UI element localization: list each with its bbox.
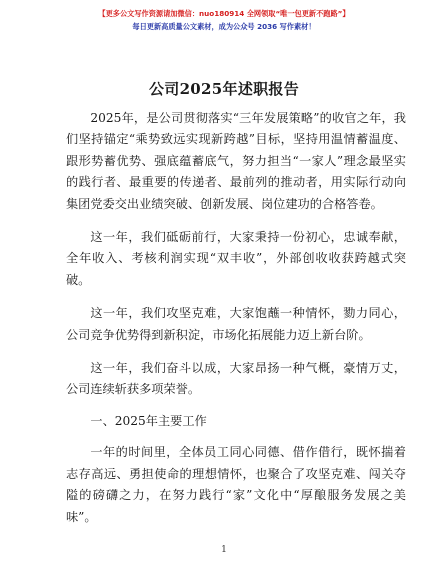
paragraph-year-review-3: 这一年，我们奋斗以成，大家昂扬一种气概，豪情万丈，公司连续斩获多项荣誉。: [66, 361, 406, 397]
paragraph-main-work: 一年的时间里，全体员工同心同德、借作借行，既怀揣着志存高远、勇担使命的理想情怀，也聚合了攻坚克难、闯关夺隘的磅礴之力，在努力践行“家”文化中“厚酿服务发展之美味”。: [66, 445, 406, 524]
paragraph-year-review-1: 这一年，我们砥砺前行，大家秉持一份初心，忠诚奉献，全年收入、考核利润实现“双丰收”，外部创收收获跨越式突破。: [66, 230, 406, 287]
page-number: 1: [221, 545, 227, 555]
section-heading-main-work: 一、2025年主要工作: [90, 413, 207, 428]
promo-banner-line-2: 每日更新高质量公文素材，成为公众号 2036 写作素材！: [132, 22, 316, 31]
document-title: 公司2025年述职报告: [148, 80, 300, 98]
paragraph-intro: 2025年，是公司贯彻落实“三年发展策略”的收官之年，我们坚持锚定“乘势致远实现新跨越”目标，坚持用温情蓄温度、跟形势蓄优势、强底蕴蓄底气，努力担当“一家人”理念最坚实的践行者、最重要的传递者、最前列的推动者，用实际行动向集团党委交出业绩突破、创新发展、岗位建功的合格答卷。: [66, 111, 406, 211]
document-body: [66, 108, 406, 540]
paragraph-year-review-2: 这一年，我们攻坚克难，大家饱蘸一种情怀，勠力同心，公司竞争优势得到新积淀，市场化拓展能力迈上新台阶。: [66, 306, 406, 342]
promo-banner-line-1: 【更多公文写作资源请加微信：nuo180914 全网领取“唯一包更新不跑路”】: [98, 9, 350, 18]
